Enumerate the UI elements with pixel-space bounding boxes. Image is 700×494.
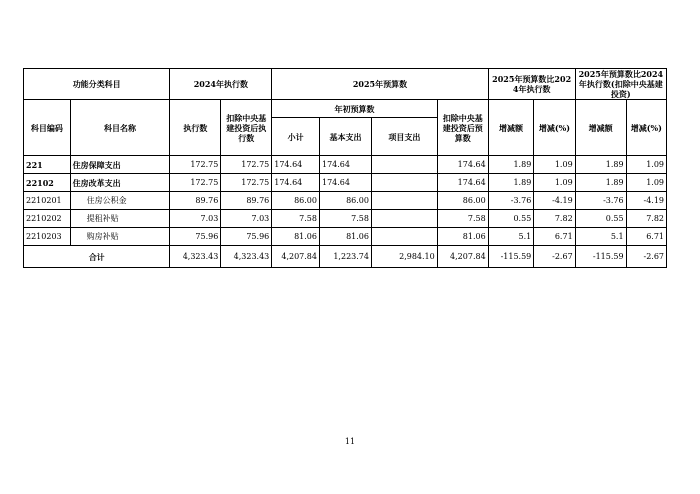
cell-budget-excl: 86.00 <box>437 192 488 210</box>
cell-pct-1: 7.82 <box>534 210 575 228</box>
header-budget-excl: 扣除中央基建投资后预算数 <box>437 100 488 156</box>
cell-name: 购房补贴 <box>70 228 170 246</box>
cell-exec: 75.96 <box>170 228 221 246</box>
cell-change-1: 5.1 <box>488 228 534 246</box>
cell-basic: 86.00 <box>319 192 371 210</box>
cell-pct-1: 1.09 <box>534 156 575 174</box>
header-row-1 <box>24 69 667 100</box>
cell-subtotal: 81.06 <box>272 228 320 246</box>
cell-budget-excl: 174.64 <box>437 174 488 192</box>
total-exec-excl: 4,323.43 <box>221 246 272 268</box>
header-func-category: 功能分类科目 <box>24 69 170 100</box>
cell-project <box>371 192 437 210</box>
header-initial-budget: 年初预算数 <box>272 100 437 118</box>
total-change-2: -115.59 <box>575 246 626 268</box>
cell-subtotal: 86.00 <box>272 192 320 210</box>
cell-pct-2: 1.09 <box>626 174 666 192</box>
cell-pct-2: 1.09 <box>626 156 666 174</box>
total-change-1: -115.59 <box>488 246 534 268</box>
cell-exec-excl: 89.76 <box>221 192 272 210</box>
page-number: 11 <box>344 437 356 446</box>
header-subtotal: 小计 <box>272 118 320 156</box>
cell-pct-1: 1.09 <box>534 174 575 192</box>
cell-basic: 81.06 <box>319 228 371 246</box>
cell-project <box>371 228 437 246</box>
cell-change-1: 1.89 <box>488 174 534 192</box>
cell-pct-2: 7.82 <box>626 210 666 228</box>
total-label: 合计 <box>24 246 170 268</box>
cell-exec: 89.76 <box>170 192 221 210</box>
cell-code: 2210201 <box>24 192 71 210</box>
total-pct-1: -2.67 <box>534 246 575 268</box>
cell-exec: 172.75 <box>170 174 221 192</box>
cell-change-1: 1.89 <box>488 156 534 174</box>
cell-subtotal: 174.64 <box>272 156 320 174</box>
cell-pct-1: 6.71 <box>534 228 575 246</box>
header-change-amount-1: 增减额 <box>488 100 534 156</box>
table-row <box>24 174 667 192</box>
budget-table <box>23 68 667 268</box>
header-exec-excl: 扣除中央基建投资后执行数 <box>221 100 272 156</box>
cell-budget-excl: 81.06 <box>437 228 488 246</box>
total-exec: 4,323.43 <box>170 246 221 268</box>
cell-code: 221 <box>24 156 71 174</box>
cell-basic: 7.58 <box>319 210 371 228</box>
cell-subtotal: 7.58 <box>272 210 320 228</box>
cell-exec-excl: 75.96 <box>221 228 272 246</box>
cell-pct-2: -4.19 <box>626 192 666 210</box>
header-exec-2024: 2024年执行数 <box>170 69 272 100</box>
cell-code: 2210203 <box>24 228 71 246</box>
header-exec: 执行数 <box>170 100 221 156</box>
table-row <box>24 228 667 246</box>
cell-basic: 174.64 <box>319 156 371 174</box>
cell-name: 住房改革支出 <box>70 174 170 192</box>
header-project: 项目支出 <box>371 118 437 156</box>
cell-name: 住房保障支出 <box>70 156 170 174</box>
cell-change-2: 0.55 <box>575 210 626 228</box>
cell-pct-2: 6.71 <box>626 228 666 246</box>
cell-name: 提租补贴 <box>70 210 170 228</box>
header-compare-exec: 2025年预算数比2024年执行数 <box>488 69 575 100</box>
cell-project <box>371 156 437 174</box>
cell-exec-excl: 172.75 <box>221 156 272 174</box>
cell-exec-excl: 7.03 <box>221 210 272 228</box>
total-subtotal: 4,207.84 <box>272 246 320 268</box>
cell-exec: 172.75 <box>170 156 221 174</box>
header-change-pct-2: 增减(%) <box>626 100 666 156</box>
total-row <box>24 246 667 268</box>
cell-change-2: 1.89 <box>575 156 626 174</box>
cell-code: 22102 <box>24 174 71 192</box>
header-basic: 基本支出 <box>319 118 371 156</box>
header-change-pct-1: 增减(%) <box>534 100 575 156</box>
cell-subtotal: 174.64 <box>272 174 320 192</box>
cell-budget-excl: 7.58 <box>437 210 488 228</box>
cell-change-2: -3.76 <box>575 192 626 210</box>
total-budget-excl: 4,207.84 <box>437 246 488 268</box>
cell-change-1: 0.55 <box>488 210 534 228</box>
cell-exec: 7.03 <box>170 210 221 228</box>
cell-pct-1: -4.19 <box>534 192 575 210</box>
total-project: 2,984.10 <box>371 246 437 268</box>
header-compare-exec-excl: 2025年预算数比2024年执行数(扣除中央基建投资) <box>575 69 666 100</box>
cell-change-1: -3.76 <box>488 192 534 210</box>
header-name: 科目名称 <box>70 100 170 156</box>
cell-project <box>371 174 437 192</box>
cell-change-2: 1.89 <box>575 174 626 192</box>
cell-exec-excl: 172.75 <box>221 174 272 192</box>
total-basic: 1,223.74 <box>319 246 371 268</box>
header-code: 科目编码 <box>24 100 71 156</box>
header-budget-2025: 2025年预算数 <box>272 69 488 100</box>
table-row <box>24 210 667 228</box>
cell-basic: 174.64 <box>319 174 371 192</box>
cell-name: 住房公积金 <box>70 192 170 210</box>
total-pct-2: -2.67 <box>626 246 666 268</box>
cell-code: 2210202 <box>24 210 71 228</box>
table-row <box>24 156 667 174</box>
cell-change-2: 5.1 <box>575 228 626 246</box>
cell-budget-excl: 174.64 <box>437 156 488 174</box>
table-row <box>24 192 667 210</box>
header-change-amount-2: 增减额 <box>575 100 626 156</box>
header-row-2 <box>24 100 667 118</box>
cell-project <box>371 210 437 228</box>
